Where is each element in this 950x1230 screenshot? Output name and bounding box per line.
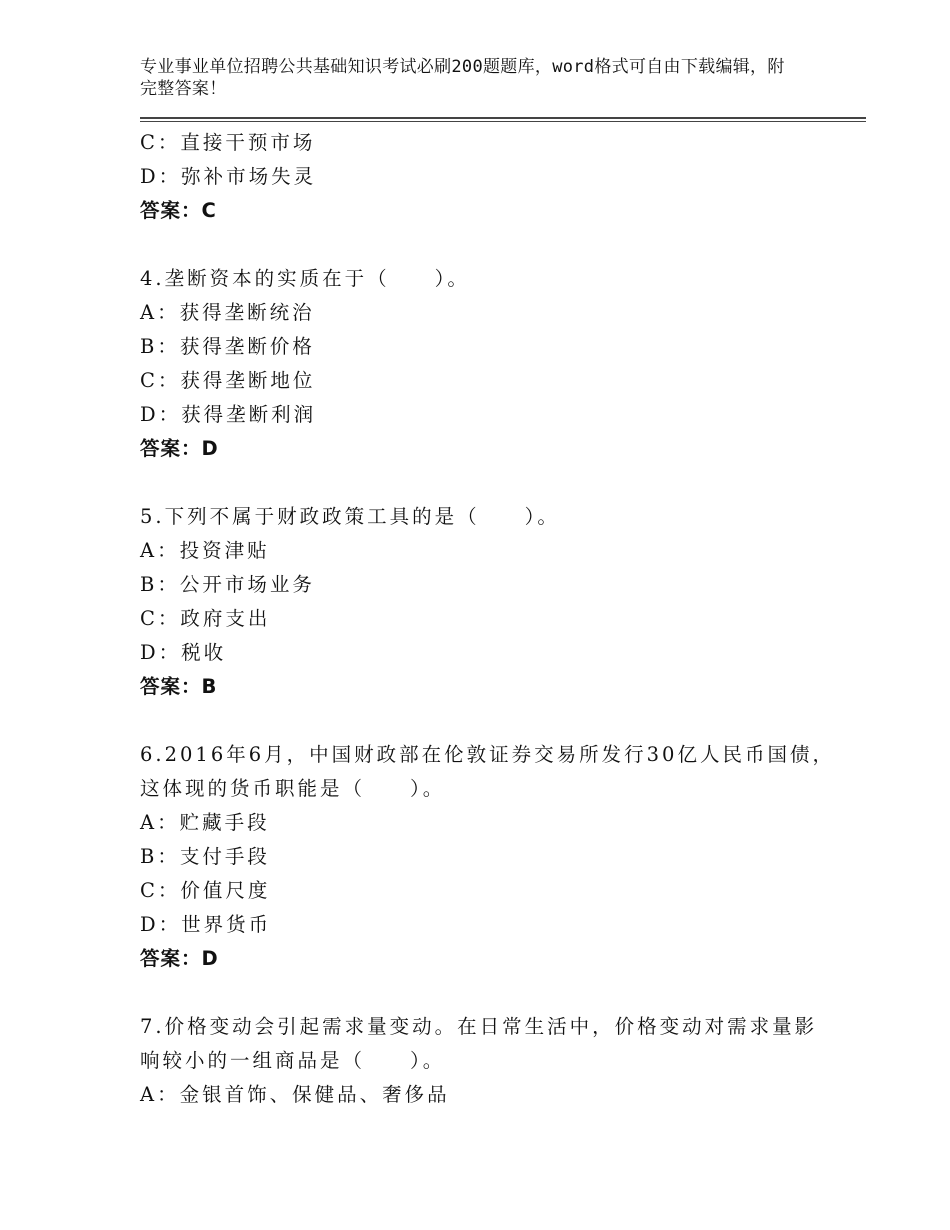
question-stem: 4.垄断资本的实质在于（ ）。 [140, 267, 470, 290]
option-a: A：金银首饰、保健品、奢侈品 [140, 1083, 450, 1106]
answer: 答案：C [140, 199, 217, 222]
option-c: C：直接干预市场 [140, 131, 316, 154]
option-d: D：世界货币 [140, 913, 272, 936]
option-b: B：公开市场业务 [140, 573, 315, 596]
option-c: C：获得垄断地位 [140, 369, 316, 392]
question-4 [140, 262, 866, 466]
answer: 答案：D [140, 437, 219, 460]
page-header: 专业事业单位招聘公共基础知识考试必刷200题题库，word格式可自由下载编辑，附完整答案！ [140, 57, 785, 99]
option-d: D：获得垄断利润 [140, 403, 317, 426]
question-stem-line-2: 响较小的一组商品是（ ）。 [140, 1049, 446, 1072]
option-a: A：贮藏手段 [140, 811, 270, 834]
document-page [140, 56, 866, 1112]
option-a: A：投资津贴 [140, 539, 270, 562]
option-d: D：税收 [140, 641, 227, 664]
answer: 答案：D [140, 947, 219, 970]
question-list [140, 126, 866, 1112]
option-b: B：支付手段 [140, 845, 270, 868]
option-a: A：获得垄断统治 [140, 301, 315, 324]
header-rule [140, 117, 866, 122]
option-c: C：价值尺度 [140, 879, 271, 902]
question-stem: 5.下列不属于财政政策工具的是（ ）。 [140, 505, 560, 528]
option-d: D：弥补市场失灵 [140, 165, 317, 188]
question-3 [140, 126, 866, 228]
question-7 [140, 1010, 866, 1112]
question-stem-line-1: 6.2016年6月，中国财政部在伦敦证券交易所发行30亿人民币国债， [140, 743, 835, 766]
question-stem-line-2: 这体现的货币职能是（ ）。 [140, 777, 446, 800]
question-5 [140, 500, 866, 704]
option-c: C：政府支出 [140, 607, 271, 630]
option-b: B：获得垄断价格 [140, 335, 315, 358]
question-6 [140, 738, 866, 976]
question-stem-line-1: 7.价格变动会引起需求量变动。在日常生活中，价格变动对需求量影 [140, 1015, 818, 1038]
answer: 答案：B [140, 675, 218, 698]
